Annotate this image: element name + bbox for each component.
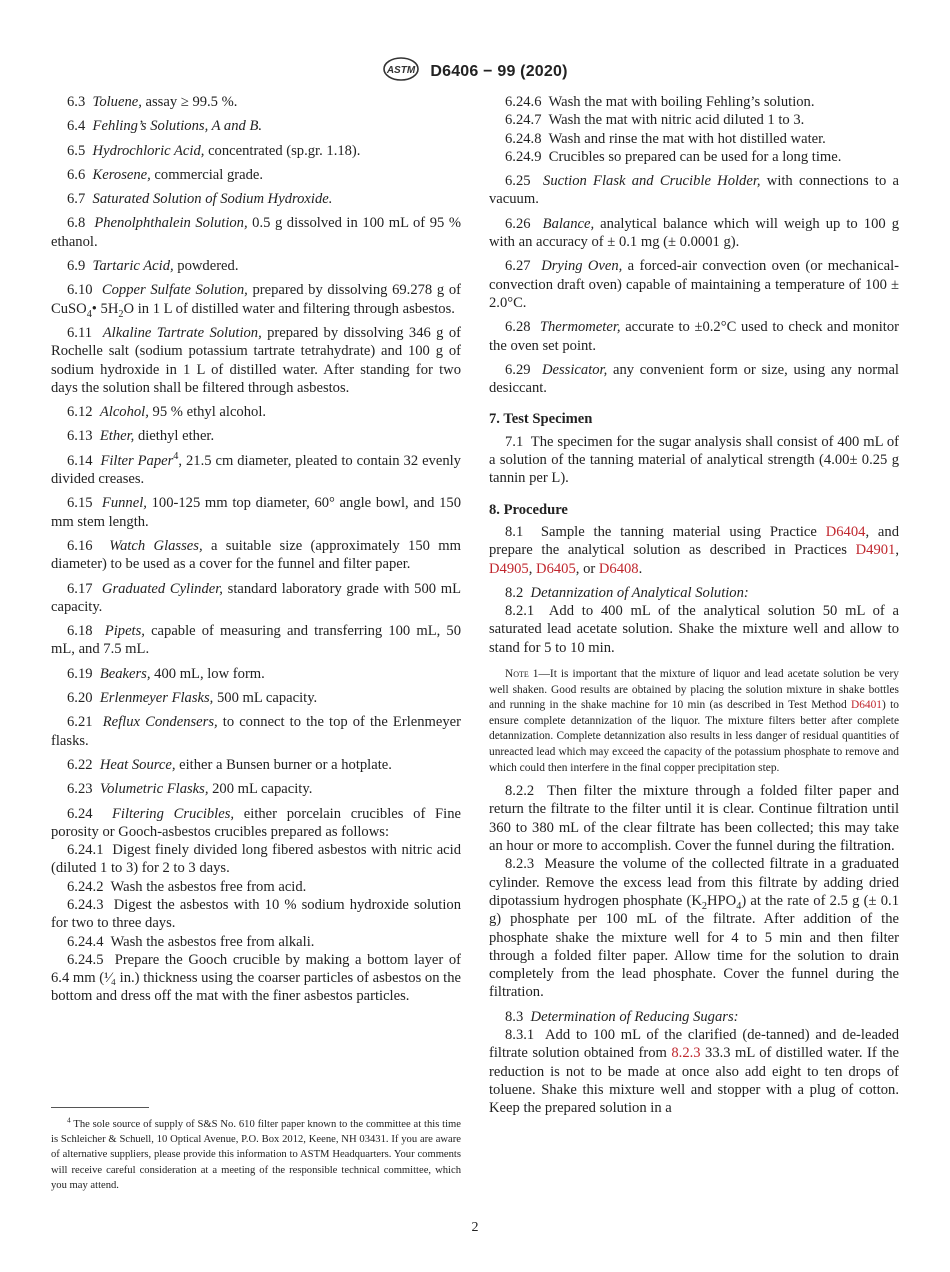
section-6-24-8: 6.24.8 Wash and rinse the mat with hot distilled water. — [505, 130, 826, 147]
section-6-6: 6.6 Kerosene, commercial grade. — [67, 166, 264, 183]
link-d6404[interactable]: D6404 — [825, 523, 866, 540]
section-6-24-4: 6.24.4 Wash the asbestos free from alkali. — [67, 933, 315, 950]
section-6-10: 6.10 Copper Sulfate Solution, prepared by dissolving 69.278 g of CuSO$_4$• $5H_2O$ in 1 L of distilled water and filtering through asbestos. — [51, 282, 461, 320]
section-8-2-3: 8.2.3 Measure the volume of the collected filtrate in a graduated cylinder. Remove the excess lead from this filtrate by adding dried dipotassium hydrogen phosphate $(K_2HPO_4)$ at the rate of 2.5 g (± 0.1 g) phosphate per 100 mL of the filtrate. After addition of the phosphate shake the mixture well for 4 to 5 min and then filter through a folded filter paper. Allow time for the solution to drain completely from the lead phosphate. Cover the funnel during the filtration. — [489, 856, 900, 1001]
document-id: D6406 − 99 (2020) — [430, 62, 568, 80]
footnote-ref[interactable]: 4 — [173, 450, 179, 462]
link-d6401[interactable]: D6401 — [851, 699, 883, 712]
section-6-24-5: 6.24.5 Prepare the Gooch crucible by making a bottom layer of 6.4 mm (¹⁄₄ in.) thickness using the coarser particles of asbestos on the bottom and dress off the mat with the finer asbestos particles. — [51, 951, 461, 1005]
heading-test-specimen: 7. Test Specimen — [489, 411, 593, 428]
section-8-1: 8.1 Sample the tanning material using Practice D6404, and prepare the analytical solution as described in Practices D4901, D4905, D6405, or D6408. — [489, 523, 900, 577]
section-6-14: 6.14 Filter Paper$^4$, 21.5 cm diameter, pleated to contain 32 evenly divided creases. — [51, 450, 461, 488]
section-6-15: 6.15 Funnel, 100-125 mm top diameter, 60° angle bowl, and 150 mm stem length. — [51, 495, 462, 530]
section-8-2-1: 8.2.1 Add to 400 mL of the analytical solution 50 mL of a saturated lead acetate solution. Shake the mixture well and allow to stand for 5 to 10 min. — [489, 603, 899, 656]
link-d4905[interactable]: D4905 — [489, 560, 529, 577]
section-6-24-7: 6.24.7 Wash the mat with nitric acid diluted 1 to 3. — [505, 112, 805, 129]
section-6-29: 6.29 Dessicator, any convenient form or size, using any normal desiccant. — [489, 361, 899, 397]
section-6-27: 6.27 Drying Oven, a forced-air convection oven (or mechanical-convection draft oven) capable of maintaining a temperature of 100 ± 2.0°C. — [489, 258, 900, 311]
section-6-13: 6.13 Ether, diethyl ether. — [67, 428, 215, 445]
section-6-23: 6.23 Volumetric Flasks, 200 mL capacity. — [67, 781, 313, 798]
note-1: Note 1—It is important that the mixture of liquor and lead acetate solution be very well shaken. Good results are obtained by placing the solution mixture in shake bottles and running in the shake machine for 10 min (as described in Test Method D6401) to ensure complete detannization of the liquor. The mixture filters better after complete detannization. Complete detannization also results in less danger of residual quantities of unreacted lead which may exceed the capacity of the potassium phosphate to remove and which could then interfere in the final copper precipitation step. — [489, 668, 899, 774]
section-6-26: 6.26 Balance, analytical balance which will weigh up to 100 g with an accuracy of ± 0.1 mg (± 0.0001 g). — [489, 215, 900, 251]
section-6-7: 6.7 Saturated Solution of Sodium Hydroxide. — [67, 191, 333, 208]
page-header — [0, 56, 950, 87]
section-6-19: 6.19 Beakers, 400 mL, low form. — [67, 665, 265, 682]
heading-procedure: 8. Procedure — [489, 501, 568, 518]
link-d6408[interactable]: D6408 — [598, 560, 639, 577]
section-6-21: 6.21 Reflux Condensers, to connect to the top of the Erlenmeyer flasks. — [51, 714, 461, 749]
section-6-22: 6.22 Heat Source, either a Bunsen burner or a hotplate. — [67, 756, 392, 773]
section-8-3: 8.3 Determination of Reducing Sugars: — [505, 1008, 739, 1025]
left-column — [51, 93, 461, 1006]
section-6-4: 6.4 Fehling’s Solutions, A and B. — [67, 118, 263, 135]
footnote-4: $^4$ The sole source of supply of S&S No. 610 filter paper known to the committee at this time is Schleicher & Schuell, 10 Optical Avenue, P.O. Box 2012, Keene, NH 03431. If you are aware of alternative suppliers, please provide this information to ASTM Headquarters. Your comments will receive careful consideration at a meeting of the responsible technical committee, which you may attend. — [51, 1115, 461, 1191]
section-6-17: 6.17 Graduated Cylinder, standard laboratory grade with 500 mL capacity. — [51, 580, 461, 615]
section-6-24-9: 6.24.9 Crucibles so prepared can be used for a long time. — [505, 148, 842, 165]
footnote-divider — [51, 1107, 149, 1108]
link-d6405[interactable]: D6405 — [536, 560, 576, 577]
svg-text:ASTM: ASTM — [387, 65, 416, 76]
link-8-2-3[interactable]: 8.2.3 — [671, 1045, 701, 1062]
section-6-25: 6.25 Suction Flask and Crucible Holder, with connections to a vacuum. — [489, 173, 899, 208]
section-6-8: 6.8 Phenolphthalein Solution, 0.5 g dissolved in 100 mL of 95 % ethanol. — [51, 215, 461, 250]
section-6-24-2: 6.24.2 Wash the asbestos free from acid. — [67, 878, 307, 895]
section-6-24-3: 6.24.3 Digest the asbestos with 10 % sodium hydroxide solution for two to three days. — [51, 896, 462, 932]
section-7-1: 7.1 The specimen for the sugar analysis shall consist of 400 mL of a solution of the tanning material of analytical strength (4.00± 0.25 g tannin per L). — [489, 433, 899, 487]
section-6-18: 6.18 Pipets, capable of measuring and transferring 100 mL, 50 mL, and 7.5 mL. — [51, 623, 461, 658]
section-6-16: 6.16 Watch Glasses, a suitable size (approximately 150 mm diameter) to be used as a cover for the funnel and filter paper. — [51, 537, 462, 573]
section-6-5: 6.5 Hydrochloric Acid, concentrated (sp.gr. 1.18). — [67, 142, 361, 159]
section-6-11: 6.11 Alkaline Tartrate Solution, prepared by dissolving 346 g of Rochelle salt (sodium potassium tartrate tetrahydrate) and 100 g of sodium hydroxide in 1 L of distilled water. After standing for two days the solution shall be filtered through asbestos. — [51, 324, 461, 396]
section-8-2: 8.2 Detannization of Analytical Solution: — [505, 584, 749, 601]
section-6-24-1: 6.24.1 Digest finely divided long fibered asbestos with nitric acid (diluted 1 to 3) for 2 to 3 days. — [51, 842, 462, 877]
right-column — [489, 93, 899, 1118]
page-number: 2 — [471, 1220, 479, 1235]
section-8-2-2: 8.2.2 Then filter the mixture through a folded filter paper and return the filtrate to the filter until it is clear. Continue filtration until 360 to 380 mL of the clear filtrate has been collected; this may take an hour or more to accomplish. Cover the funnel during the filtration. — [489, 783, 899, 855]
section-6-12: 6.12 Alcohol, 95 % ethyl alcohol. — [67, 404, 267, 421]
section-6-28: 6.28 Thermometer, accurate to ±0.2°C used to check and monitor the oven set point. — [489, 319, 900, 354]
section-6-3: 6.3 Toluene, assay ≥ 99.5 %. — [67, 94, 238, 110]
link-d4901[interactable]: D4901 — [855, 542, 896, 559]
astm-logo-icon — [382, 56, 420, 87]
section-6-20: 6.20 Erlenmeyer Flasks, 500 mL capacity. — [67, 690, 318, 707]
section-6-24: 6.24 Filtering Crucibles, either porcelain crucibles of Fine porosity or Gooch-asbestos crucibles prepared as follows: — [51, 805, 462, 840]
section-6-9: 6.9 Tartaric Acid, powdered. — [67, 258, 239, 275]
section-6-24-6: 6.24.6 Wash the mat with boiling Fehling’s solution. — [505, 94, 815, 110]
section-8-3-1: 8.3.1 Add to 100 mL of the clarified (de-tanned) and de-leaded filtrate solution obtained from 8.2.3 33.3 mL of distilled water. If the reduction is not to be made at once also add eight to ten drops of toluene. Shake this mixture well and stopper with a plug of cotton. Keep the prepared solution in a — [489, 1027, 899, 1117]
